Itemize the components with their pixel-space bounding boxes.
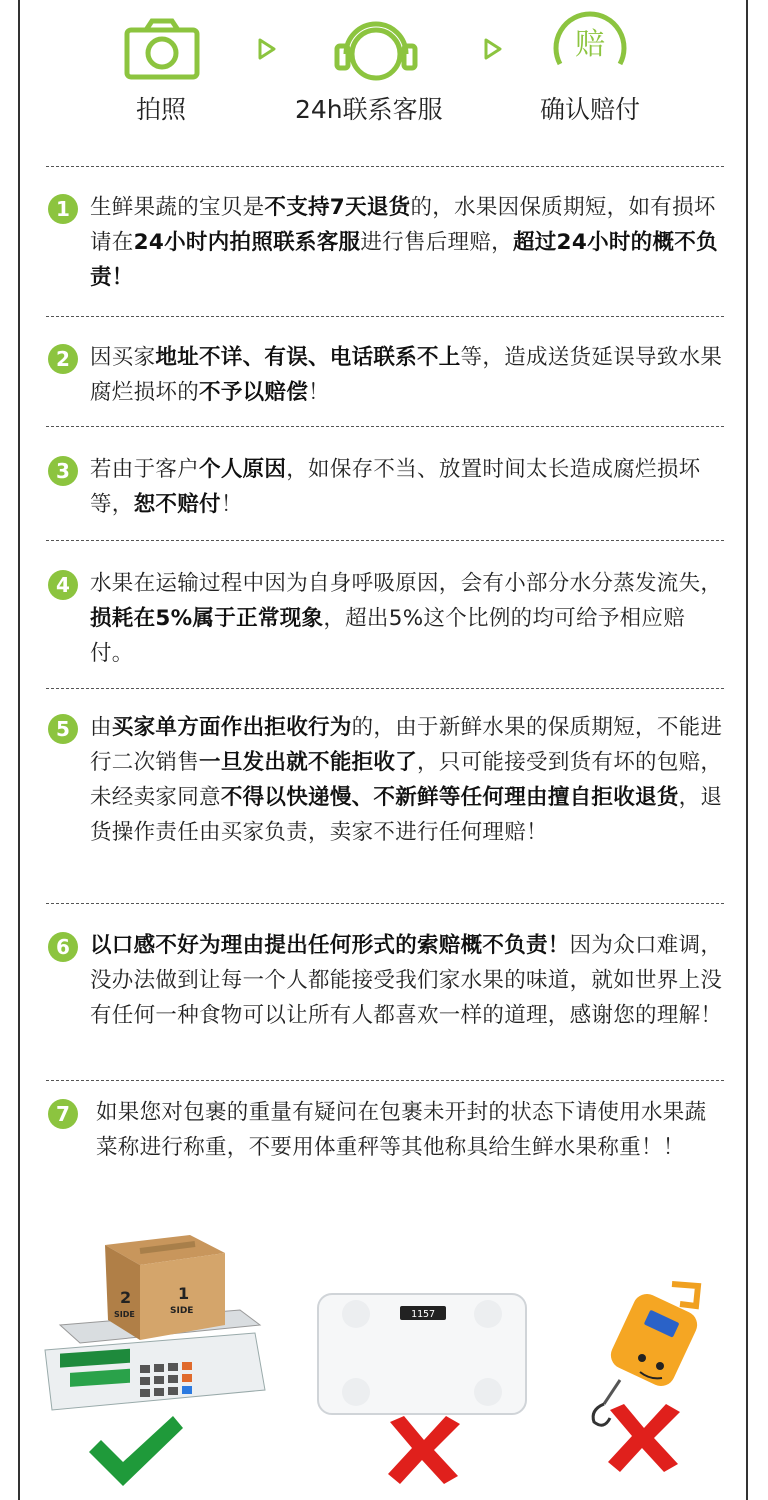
rule-text <box>90 928 726 1033</box>
step-label-service: 24h联系客服 <box>295 95 443 124</box>
bathroom-scale <box>316 1292 528 1420</box>
rule-text <box>96 1095 726 1165</box>
scale-display: 1157 <box>410 1309 436 1320</box>
rule-text <box>90 710 726 850</box>
divider <box>46 903 724 904</box>
steps-header <box>0 0 768 150</box>
box-label: SIDE <box>170 1306 194 1316</box>
compensation-icon-text: 赔 <box>575 27 605 62</box>
divider <box>46 688 724 689</box>
rule-text <box>90 190 726 295</box>
scales-illustration <box>0 1220 768 1500</box>
rule-text-bold: 损耗在5%属于正常现象 <box>90 606 324 631</box>
produce-scale <box>40 1225 270 1425</box>
rule-text-run: 如果您对包裹的重量有疑问在包裹未开封的状态下请使用水果蔬菜称进行称重，不要用体重秤等其他称具给生鲜水果称重！！ <box>96 1100 707 1160</box>
rule-text-bold: 买家单方面作出拒收行为 <box>111 715 352 740</box>
rule-text-bold: 个人原因 <box>199 457 287 482</box>
rule-number: 1 <box>48 194 78 224</box>
rule-text-run: 因买家 <box>90 345 156 370</box>
rule-text-bold: 恕不赔付 <box>133 492 221 517</box>
divider <box>46 166 724 167</box>
box-label: 2 <box>120 1288 132 1307</box>
rule-text-bold: 地址不详、有误、电话联系不上 <box>155 345 461 370</box>
step-label-photo: 拍照 <box>136 95 187 124</box>
rule-text-run: 的，由于新鲜水果的保质期短，不能进行二次销售 <box>90 715 723 775</box>
rule-text-run: 等，造成送货延误导致水果腐烂损坏的 <box>90 345 723 405</box>
step-label-compensate: 确认赔付 <box>540 95 641 124</box>
check-icon <box>85 1410 185 1490</box>
arrow-icon <box>484 38 502 60</box>
rule-text <box>90 340 726 410</box>
rule-text-run: ！ <box>220 492 243 517</box>
divider <box>46 316 724 317</box>
rule-text-run: 若由于客户 <box>90 457 200 482</box>
rule-text <box>90 566 726 671</box>
rule-text-bold: 不予以赔偿 <box>199 380 309 405</box>
divider <box>46 426 724 427</box>
rule-number: 3 <box>48 456 78 486</box>
camera-icon <box>124 18 200 80</box>
rule-text-bold: 以口感不好为理由提出任何形式的索赔概不负责！ <box>90 933 570 958</box>
rule-text-bold: 超过24小时的概不负责！ <box>90 230 718 290</box>
rule-text-run: ，如保存不当、放置时间太长造成腐烂损坏等， <box>90 457 701 517</box>
box-label: SIDE <box>114 1310 135 1319</box>
compensation-icon <box>550 6 630 86</box>
rule-text-run: 水果在运输过程中因为自身呼吸原因，会有小部分水分蒸发流失， <box>90 571 723 596</box>
rule-number: 5 <box>48 714 78 744</box>
rule-text-run: ！ <box>308 380 330 405</box>
rule-number: 6 <box>48 932 78 962</box>
rule-text-bold: 不得以快递慢、不新鲜等任何理由擅自拒收退货 <box>220 785 679 810</box>
arrow-icon <box>258 38 276 60</box>
rule-text-bold: 不支持7天退货 <box>264 195 411 220</box>
cross-icon <box>384 1414 464 1484</box>
cross-icon <box>604 1402 684 1472</box>
rule-text-run: 生鲜果蔬的宝贝是 <box>90 195 265 220</box>
rule-text-run: 因为众口难调，没办法做到让每一个人都能接受我们家水果的味道，就如世界上没有任何一种食物可以让所有人都喜欢一样的道理，感谢您的理解！ <box>90 933 723 1028</box>
rule-text-bold: 一旦发出就不能拒收了 <box>199 750 418 775</box>
rule-text-run: 由 <box>90 715 112 740</box>
rule-text-run: ，超出5%这个比例的均可给予相应赔付。 <box>90 606 686 666</box>
rule-text-run: ，退货操作责任由买家负责，卖家不进行任何理赔！ <box>90 785 723 845</box>
rule-text-run: 的，水果因保质期短，如有损坏请在 <box>90 195 716 255</box>
headset-icon <box>334 14 418 84</box>
divider <box>46 540 724 541</box>
divider <box>46 1080 724 1081</box>
rule-number: 4 <box>48 570 78 600</box>
rule-number: 2 <box>48 344 78 374</box>
box-label: 1 <box>178 1284 190 1303</box>
rule-text-bold: 24小时内拍照联系客服 <box>133 230 361 255</box>
rule-text-run: ，只可能接受到货有坏的包赔，未经卖家同意 <box>90 750 723 810</box>
rule-number: 7 <box>48 1099 78 1129</box>
rule-text-run: 进行售后理赔， <box>360 230 513 255</box>
rule-text <box>90 452 726 522</box>
